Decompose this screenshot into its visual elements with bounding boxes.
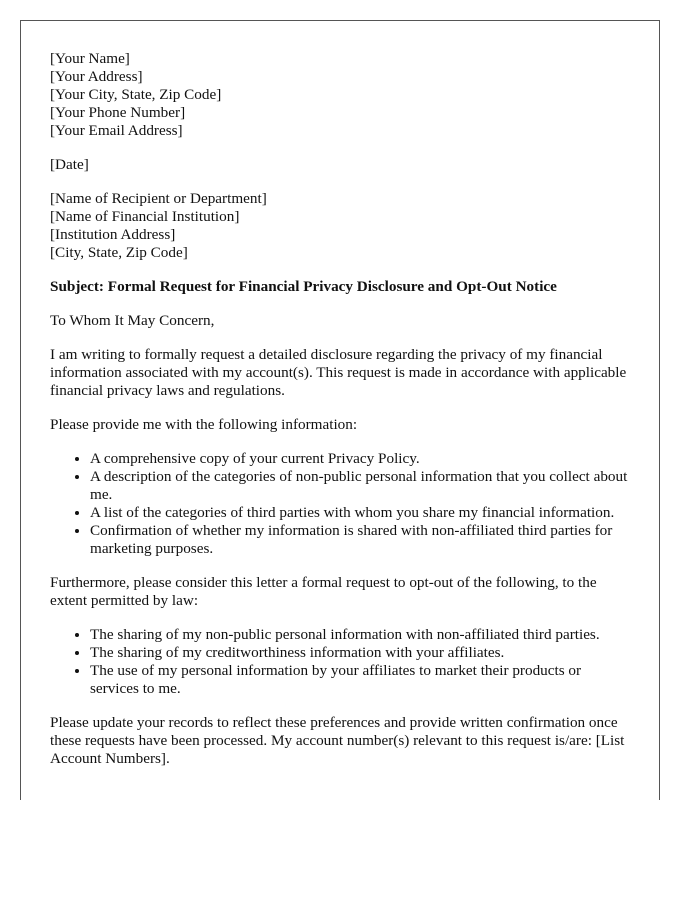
list-item: • The use of my personal information by your affiliates to market their products or services to me.: [90, 662, 630, 698]
sender-phone: [Your Phone Number]: [50, 104, 186, 121]
sender-address: [Your Address]: [50, 68, 143, 85]
paragraph-intro: I am writing to formally request a detailed disclosure regarding the privacy of my financial information associated with my account(s). This request is made in accordance with applicable financial privacy laws and regulations.: [50, 346, 627, 399]
sender-block: [50, 50, 630, 140]
paragraph-provide: Please provide me with the following information:: [50, 416, 358, 433]
sender-city-state-zip: [Your City, State, Zip Code]: [50, 86, 222, 103]
recipient-block: [50, 190, 630, 262]
info-request-list: [50, 450, 630, 558]
letter-subject: Subject: Formal Request for Financial Privacy Disclosure and Opt-Out Notice: [50, 278, 557, 295]
list-item: • The sharing of my creditworthiness information with your affiliates.: [90, 644, 630, 662]
date-block: [50, 156, 630, 174]
recipient-institution: [Name of Financial Institution]: [50, 208, 240, 225]
salutation: To Whom It May Concern,: [50, 312, 215, 329]
paragraph-update: Please update your records to reflect these preferences and provide written confirmation once these requests have been processed. My account number(s) relevant to this request is/are: [List Account Numbers].: [50, 714, 625, 767]
sender-email: [Your Email Address]: [50, 122, 183, 139]
list-item: • A comprehensive copy of your current Privacy Policy.: [90, 450, 630, 468]
sender-name: [Your Name]: [50, 50, 130, 67]
letter-page: [20, 20, 660, 800]
recipient-name: [Name of Recipient or Department]: [50, 190, 267, 207]
letter-date: [Date]: [50, 156, 89, 173]
recipient-city-state-zip: [City, State, Zip Code]: [50, 244, 188, 261]
paragraph-optout: Furthermore, please consider this letter a formal request to opt-out of the following, to the extent permitted by law:: [50, 574, 597, 609]
list-item: • Confirmation of whether my information is shared with non-affiliated third parties for marketing purposes.: [90, 522, 630, 558]
list-item: • A list of the categories of third parties with whom you share my financial information.: [90, 504, 630, 522]
list-item: • The sharing of my non-public personal information with non-affiliated third parties.: [90, 626, 630, 644]
optout-list: [50, 626, 630, 698]
recipient-address: [Institution Address]: [50, 226, 176, 243]
list-item: • A description of the categories of non-public personal information that you collect about me.: [90, 468, 630, 504]
